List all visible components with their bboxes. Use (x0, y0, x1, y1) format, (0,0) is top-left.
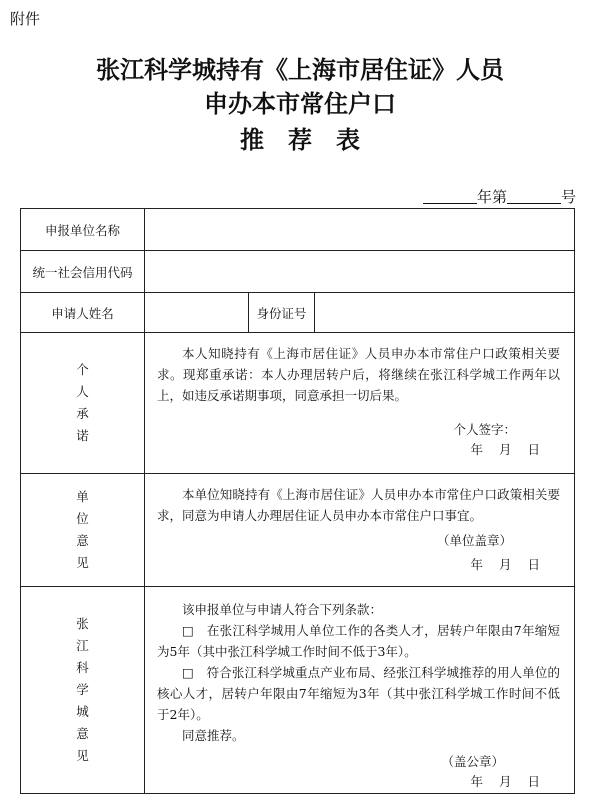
label-char: 江 (76, 638, 89, 653)
personal-commitment-label (21, 333, 145, 474)
date-day-label: 日 (527, 774, 541, 789)
zhangjiang-recommend-text: 同意推荐。 (182, 728, 245, 743)
attachment-label: 附件 (10, 10, 41, 28)
label-char: 张 (76, 616, 89, 631)
label-char: 个 (76, 362, 89, 377)
label-char: 科 (76, 660, 89, 675)
date-month-label: 月 (498, 557, 512, 572)
serial-number-blank[interactable] (507, 189, 561, 204)
zhangjiang-opinion-cell (145, 587, 575, 794)
personal-commitment-text: 本人知晓持有《上海市居住证》人员申办本市常住户口政策相关要求。现郑重承诺：本人办理居转户后，将继续在张江科学城工作两年以上，如违反承诺期事项，同意承担一切后果。 (157, 346, 561, 403)
label-char: 诺 (76, 428, 89, 443)
date-year-label: 年 (470, 774, 483, 789)
zhangjiang-clause-1[interactable]: □ 在张江科学城用人单位工作的各类人才，居转户年限由7年缩短为5年（其中张江科学城工作时间不低于3年）。 (157, 623, 561, 659)
label-char: 城 (76, 704, 89, 719)
label-char: 见 (76, 748, 89, 763)
label-char: 位 (76, 511, 89, 526)
personal-date (454, 439, 540, 460)
unit-opinion-text: 本单位知晓持有《上海市居住证》人员申办本市常住户口政策相关要求，同意为申请人办理居住证人员申办本市常住户口事宜。 (157, 487, 561, 523)
zhangjiang-date (454, 771, 540, 792)
recommendation-form (20, 208, 575, 794)
serial-year-blank[interactable] (423, 189, 477, 204)
title-line-1: 张江科学城持有《上海市居住证》人员 (96, 56, 504, 84)
label-char: 意 (76, 726, 89, 741)
zhangjiang-clause-2[interactable]: □ 符合张江科学城重点产业布局、经张江科学城推荐的用人单位的核心人才，居转户年限由7年缩短为3年（其中张江科学城工作时间不低于2年）。 (157, 665, 561, 722)
label-char: 学 (76, 682, 89, 697)
date-month-label: 月 (498, 774, 512, 789)
id-number-field[interactable] (315, 293, 575, 333)
credit-code-field[interactable] (145, 251, 575, 293)
personal-commitment-cell (145, 333, 575, 474)
zhangjiang-opinion-label (21, 587, 145, 794)
unit-opinion-cell (145, 474, 575, 587)
unit-name-field[interactable] (145, 209, 575, 251)
label-char: 承 (76, 406, 89, 421)
zhangjiang-intro-text: 该申报单位与申请人符合下列条款： (182, 602, 383, 617)
label-char: 意 (76, 533, 89, 548)
serial-number-label: 号 (560, 188, 576, 206)
title-line-3: 推荐表 (240, 126, 384, 154)
zhangjiang-stamp-label: （盖公章） (441, 754, 505, 769)
unit-name-label: 申报单位名称 (21, 209, 145, 251)
title-line-2: 申办本市常住户口 (204, 90, 396, 118)
unit-opinion-label (21, 474, 145, 587)
unit-stamp-label: （单位盖章） (437, 533, 513, 548)
applicant-name-field[interactable] (145, 293, 249, 333)
serial-number (423, 186, 576, 207)
date-day-label: 日 (527, 442, 541, 457)
credit-code-label: 统一社会信用代码 (21, 251, 145, 293)
label-char: 见 (76, 555, 89, 570)
label-char: 单 (76, 489, 89, 504)
label-char: 人 (76, 384, 89, 399)
unit-date (454, 554, 540, 575)
date-year-label: 年 (470, 442, 483, 457)
serial-year-label: 年第 (476, 188, 507, 206)
date-year-label: 年 (470, 557, 483, 572)
date-month-label: 月 (498, 442, 512, 457)
date-day-label: 日 (527, 557, 541, 572)
id-number-label: 身份证号 (249, 293, 315, 333)
applicant-name-label: 申请人姓名 (21, 293, 145, 333)
personal-signature-label: 个人签字： (453, 422, 517, 437)
